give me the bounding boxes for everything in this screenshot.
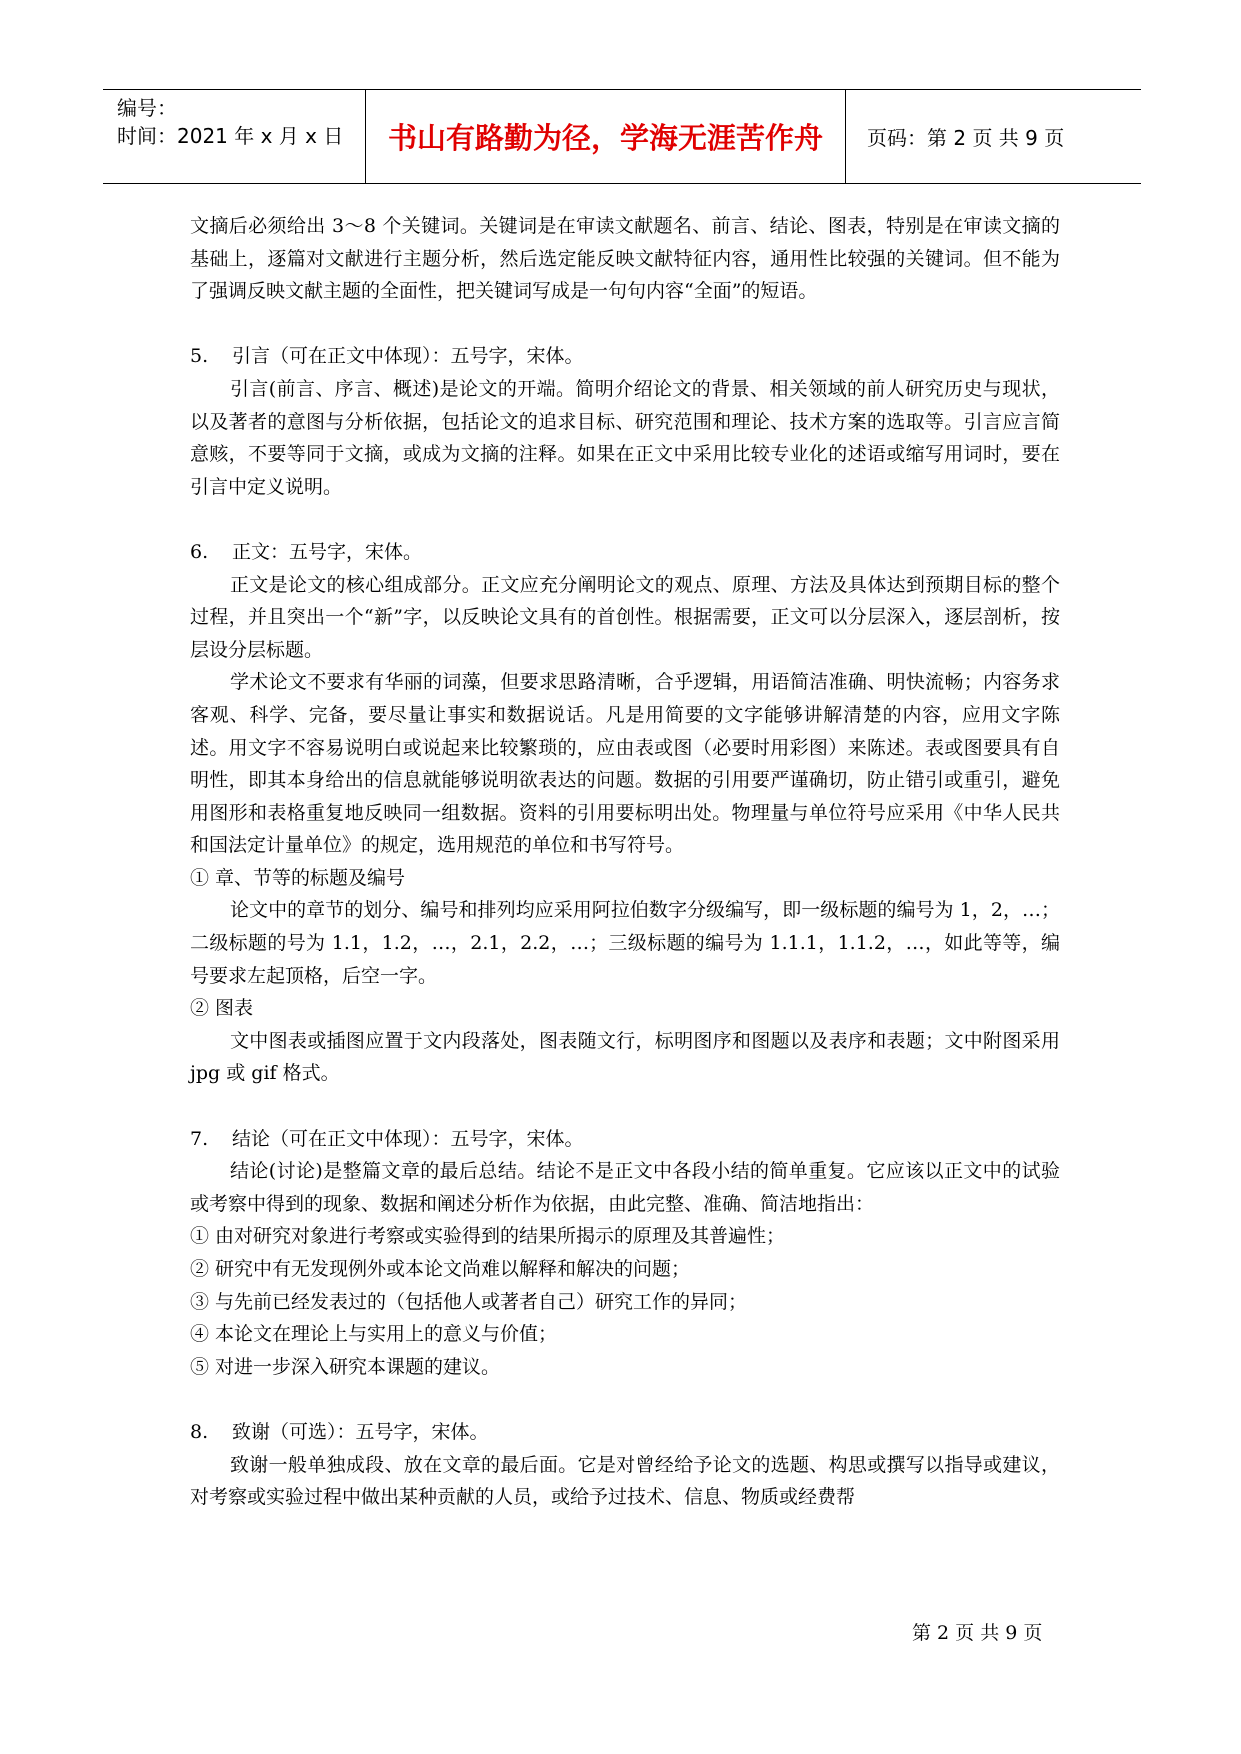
section-8-number: 8.: [190, 1420, 209, 1443]
section-7-number: 7.: [190, 1127, 209, 1150]
numbering-paragraph: 论文中的章节的划分、编号和排列均应采用阿拉伯数字分级编写，即一级标题的编号为 1，2，…；二级标题的号为 1.1，1.2，…，2.1，2.2，…；三级标题的编号为 1.1.1，1.1.2，…，如此等等，编号要求左起顶格，后空一字。: [190, 899, 1060, 987]
section-gap: [190, 1090, 1060, 1123]
section-8-heading: [190, 1416, 1060, 1449]
page-header: [103, 89, 1141, 184]
section-gap: [190, 503, 1060, 536]
section-5-title: 引言（可在正文中体现）：五号字，宋体。: [232, 345, 584, 368]
page-footer: 第 2 页 共 9 页: [912, 1622, 1043, 1644]
conclusion-list-item: ④ 本论文在理论上与实用上的意义与价值；: [190, 1323, 558, 1346]
section-5-number: 5.: [190, 345, 209, 368]
section-7-title: 结论（可在正文中体现）：五号字，宋体。: [232, 1127, 584, 1150]
conclusion-list-item: ③ 与先前已经发表过的（包括他人或著者自己）研究工作的异同；: [190, 1290, 748, 1313]
body-paragraph-2: 学术论文不要求有华丽的词藻，但要求思路清晰，合乎逻辑，用语简洁准确、明快流畅；内容务求客观、科学、完备，要尽量让事实和数据说话。凡是用简要的文字能够讲解清楚的内容，应用文字陈述。用文字不容易说明白或说起来比较繁琐的，应由表或图（必要时用彩图）来陈述。表或图要具有自明性，即其本身给出的信息就能够说明欲表达的问题。数据的引用要严谨确切，防止错引或重引，避免用图形和表格重复地反映同一组数据。资料的引用要标明出处。物理量与单位符号应采用《中华人民共和国法定计量单位》的规定，选用规范的单位和书写符号。: [190, 671, 1060, 857]
conclusion-list-item: ① 由对研究对象进行考察或实验得到的结果所揭示的原理及其普遍性；: [190, 1225, 786, 1248]
conclusion-paragraph: 结论(讨论)是整篇文章的最后总结。结论不是正文中各段小结的简单重复。它应该以正文中的试验或考察中得到的现象、数据和阐述分析作为依据，由此完整、准确、简洁地指出：: [190, 1160, 1060, 1215]
section-5-heading: [190, 340, 1060, 373]
section-8-title: 致谢（可选）：五号字，宋体。: [232, 1420, 489, 1443]
section-6-number: 6.: [190, 540, 209, 563]
acknowledgement-paragraph: 致谢一般单独成段、放在文章的最后面。它是对曾经给予论文的选题、构思或撰写以指导或建议，对考察或实验过程中做出某种贡献的人员，或给予过技术、信息、物质或经费帮: [190, 1453, 1060, 1509]
conclusion-list-item: ⑤ 对进一步深入研究本课题的建议。: [190, 1355, 501, 1378]
keywords-paragraph: 文摘后必须给出 3～8 个关键词。关键词是在审读文献题名、前言、结论、图表，特别是在审读文摘的基础上，逐篇对文献进行主题分析，然后选定能反映文献特征内容，通用性比较强的关键词。但不能为了强调反映文献主题的全面性，把关键词写成是一句句内容“全面”的短语。: [190, 215, 1060, 303]
figures-tables-item: ② 图表: [190, 997, 254, 1020]
section-gap: [190, 308, 1060, 341]
section-7-heading: [190, 1123, 1060, 1156]
time-label: 时间：2021 年 x 月 x 日: [117, 124, 344, 148]
section-gap: [190, 1383, 1060, 1416]
headings-numbering-item: ① 章、节等的标题及编号: [190, 866, 406, 889]
header-meta-cell: [103, 90, 366, 183]
figures-paragraph: 文中图表或插图应置于文内段落处，图表随文行，标明图序和图题以及表序和表题；文中附图采用 jpg 或 gif 格式。: [190, 1029, 1060, 1085]
section-6-heading: [190, 536, 1060, 569]
introduction-paragraph: 引言(前言、序言、概述)是论文的开端。简明介绍论文的背景、相关领域的前人研究历史与现状，以及著者的意图与分析依据，包括论文的追求目标、研究范围和理论、技术方案的选取等。引言应言简意赅，不要等同于文摘，或成为文摘的注释。如果在正文中采用比较专业化的述语或缩写用词时，要在引言中定义说明。: [190, 377, 1060, 498]
header-motto: 书山有路勤为径，学海无涯苦作舟: [366, 90, 846, 183]
header-page-info: 页码：第 2 页 共 9 页: [867, 126, 1065, 150]
number-label: 编号：: [117, 96, 177, 120]
document-body: [190, 210, 1060, 1514]
body-paragraph-1: 正文是论文的核心组成部分。正文应充分阐明论文的观点、原理、方法及具体达到预期目标的整个过程，并且突出一个“新”字，以反映论文具有的首创性。根据需要，正文可以分层深入，逐层剖析，按层设分层标题。: [190, 573, 1060, 661]
conclusion-list-item: ② 研究中有无发现例外或本论文尚难以解释和解决的问题；: [190, 1258, 691, 1280]
section-6-title: 正文：五号字，宋体。: [232, 540, 423, 563]
